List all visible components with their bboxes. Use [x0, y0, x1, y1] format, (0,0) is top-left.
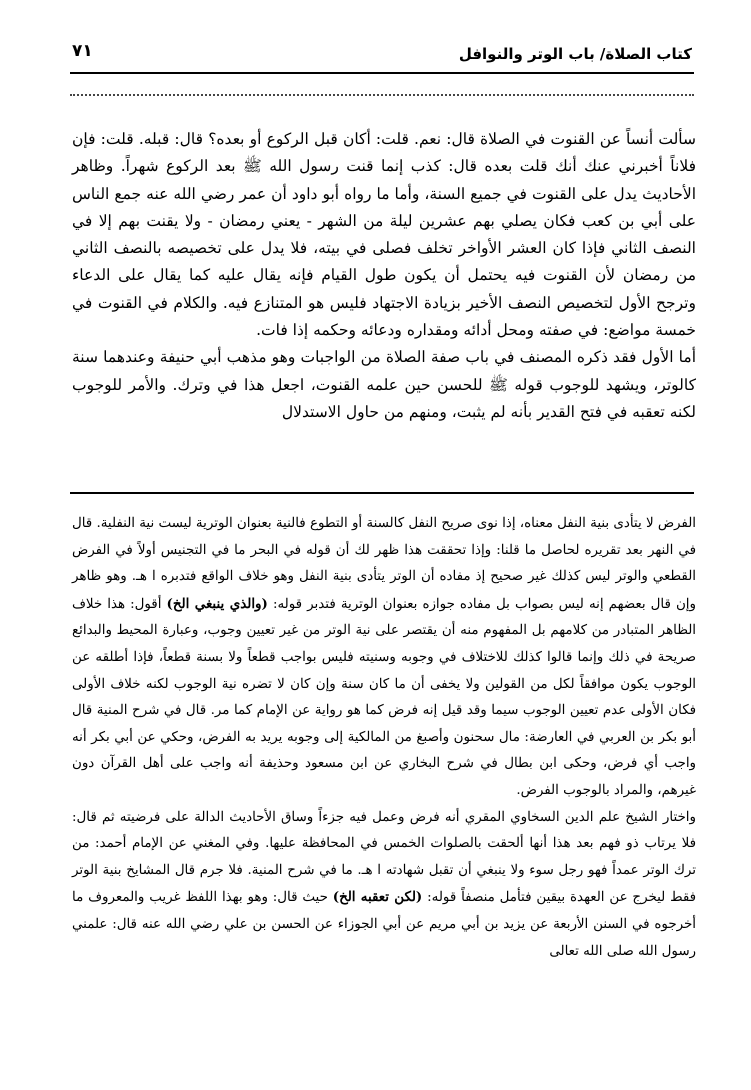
- bold-reference: (والذي ينبغي الخ): [166, 595, 268, 612]
- footnote-commentary: [72, 511, 696, 965]
- main-text: [72, 126, 696, 426]
- main-paragraph: سألت أنساً عن القنوت في الصلاة قال: نعم. قلت: أكان قبل الركوع أو بعده؟ قال: قبله. قلت: فإن فلاناً أخبرني عنك أنك قلت بعده قال: كذب إنما قنت رسول الله ﷺ بعد الركوع شهراً. وظاهر الأحاديث يدل على القنوت في جميع السنة، وأما ما رواه أبو داود أن عمر رضي الله عنه جمع الناس على أبي بن كعب فكان يصلي بهم عشرين ليلة من الشهر - يعني رمضان - ولا يقنت بهم إلا في النصف الثاني فإذا كان العشر الأواخر تخلف فصلى في بيته، فلا يدل على تخصيصه بالنصف الثاني من رمضان لأن القنوت فيه يحتمل أن يكون طول القيام فإنه يقال عليه كما يقال على الدعاء وترجح الأول لتخصيص النصف الأخير بزيادة الاجتهاد فليس هو المتنازع فيه. والكلام في القنوت في خمسة مواضع: في صفته ومحل أدائه ومقداره ودعائه وحكمه إذا فات.: [72, 130, 696, 340]
- footnote-text: أقول: هذا خلاف الظاهر المتبادر من كلامهم بل المفهوم منه أن يقتصر على نية الوتر من غير تعيين وجوب، وعبارة المحيط والبدائع صريحة في ذلك وإنما قالوا كذلك للاختلاف في وجوبه وسنيته فليس بواجب قطعاً ولا بسنة قطعاً، فإذا أطلقه عن الوجوب يكون موافقاً لكل من القولين ولا يخفى أن ما كان سنة وإن كان لا تضره نية الوجوب لكنه خلاف الأولى فكان الأولى عدم تعيين الوجوب سيما وقد قيل إنه فرض كما هو رواية عن الإمام كما مر. قال في شرح المنية قال أبو بكر بن العربي في العارضة: مال سحنون وأصبغ من المالكية إلى وجوبه يريد به الفرض، وحكي عن أبي بكر أنه واجب أي فرض، وحكى ابن بطال في شرح البخاري عن ابن مسعود وحذيفة أنه واجب على أهل القرآن دون غيرهم، والمراد بالوجوب الفرض.: [72, 596, 696, 798]
- dotted-divider: [70, 94, 694, 96]
- bold-reference: (لكن تعقبه الخ): [332, 889, 423, 906]
- main-paragraph: أما الأول فقد ذكره المصنف في باب صفة الصلاة من الواجبات وهو مذهب أبي حنيفة وعندهما سنة كالوتر، ويشهد للوجوب قوله ﷺ للحسن حين علمه القنوت، اجعل هذا في وترك. والأمر للوجوب لكنه تعقبه في فتح القدير بأنه لم يثبت، ومنهم من حاول الاستدلال: [72, 348, 696, 421]
- footnote-paragraph: [72, 511, 696, 805]
- footnote-text: الفرض لا يتأدى بنية النفل معناه، إذا نوى صريح النفل كالسنة أو التطوع فالنية بعنوان الوترية ليست نية النفلية. قال في النهر بعد تقريره لحاصل ما قلنا: وإذا تحققت هذا ظهر لك أن قوله في البحر ما في التجنيس أولاً في الفرض القطعي والوتر ليس كذلك غير صحيح إذ مفاده أن الوتر يتأدى بنية النفل وهو خلاف الواقع فتدبره ا هـ. وهو ظاهر وإن قال بعضهم إنه ليس بصواب بل مفاده جوازه بعنوان الوترية فتدبر قوله:: [72, 516, 696, 612]
- running-header: [72, 41, 692, 71]
- footnote-separator: [70, 492, 694, 494]
- footnote-text: واختار الشيخ علم الدين السخاوي المقري أنه فرض وعمل فيه جزءاً وساق الأحاديث الدالة على فرضيته ثم قال: فلا يرتاب ذو فهم بعد هذا أنها ألحقت بالصلوات الخمس في المحافظة عليها. وفي المغني عن الإمام أحمد: من ترك الوتر عمداً فهو رجل سوء ولا ينبغي أن تقبل شهادته ا هـ. ما في شرح المنية. فلا جرم قال المشايخ بنية الوتر فقط ليخرج عن العهدة بيقين فتأمل منصفاً قوله:: [72, 809, 696, 906]
- page-number: ٧١: [72, 41, 93, 61]
- chapter-title: كتاب الصلاة/ باب الوتر والنوافل: [458, 45, 692, 63]
- footnote-text: حيث قال: وهو بهذا اللفظ غريب والمعروف ما أخرجوه في السنن الأربعة عن يزيد بن أبي مريم عن أبي الجوزاء عن الحسن بن علي رضي الله عنه قال: علمني رسول الله صلى الله تعالى: [72, 890, 696, 959]
- footnote-paragraph: [72, 805, 696, 966]
- header-rule: [70, 72, 694, 74]
